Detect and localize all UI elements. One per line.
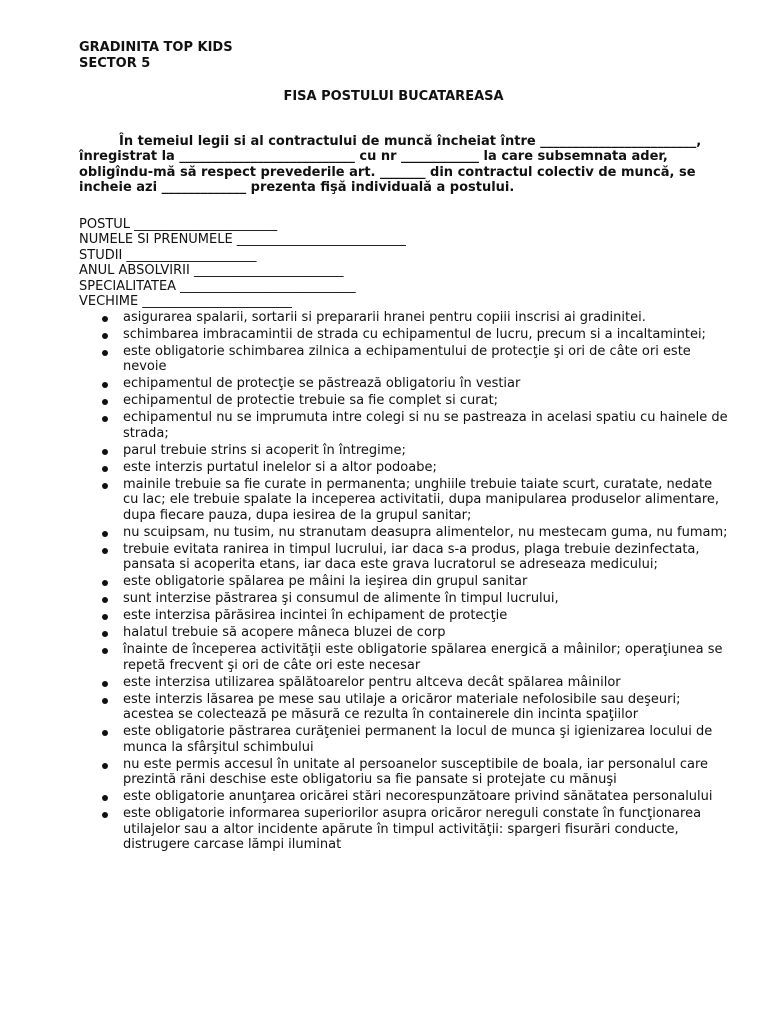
bullet-icon <box>102 416 108 422</box>
list-item <box>123 542 728 573</box>
list-item <box>123 642 728 673</box>
bullet-icon <box>102 531 108 537</box>
bullet-icon <box>102 483 108 489</box>
list-item-text: este obligatorie schimbarea zilnica a echipamentului de protecţie şi ori de câte ori este nevoie <box>123 343 691 374</box>
bullet-icon <box>102 350 108 356</box>
list-item-text: asigurarea spalarii, sortarii si prepararii hranei pentru copiii inscrisi ai gradinitei. <box>123 309 646 325</box>
list-item <box>123 625 728 641</box>
field-specialitatea: SPECIALITATEA ___________________________ <box>79 278 356 294</box>
list-item-text: este interzis lăsarea pe mese sau utilaje a oricăror materiale nefolosibile sau deşeuri; acestea se colectează pe măsură ce rezulta în containerele din incinta spaţiilor <box>123 691 681 722</box>
list-item <box>123 675 728 691</box>
bullet-icon <box>102 548 108 554</box>
bullet-icon <box>102 614 108 620</box>
bullet-icon <box>102 795 108 801</box>
list-item <box>123 806 728 853</box>
list-item <box>123 376 728 392</box>
list-item-text: este obligatorie informarea superiorilor asupra oricăror nereguli constate în funcţionarea utilajelor sau a altor incidente apărute în timpul activităţii: spargeri fisurări conducte, distrugere carcase lămpi iluminat <box>123 806 702 852</box>
list-item-text: parul trebuie strins si acoperit în întregime; <box>123 442 406 458</box>
bullet-icon <box>102 597 108 603</box>
list-item <box>123 393 728 409</box>
list-item-text: nu scuipsam, nu tusim, nu stranutam deasupra alimentelor, nu mestecam guma, nu fumam; <box>123 524 728 540</box>
bullet-icon <box>102 763 108 769</box>
bullet-icon <box>102 698 108 704</box>
list-item-text: echipamentul nu se imprumuta intre colegi si nu se pastreaza in acelasi spatiu cu hainele de strada; <box>123 410 728 441</box>
organization-sector: SECTOR 5 <box>79 55 151 71</box>
header-block <box>79 40 728 71</box>
list-item-text: înainte de începerea activităţii este obligatorie spălarea energică a mâinilor; operaţiunea se repetă frecvent şi ori de câte ori este necesar <box>123 642 723 673</box>
list-item-text: nu este permis accesul în unitate al persoanelor susceptibile de boala, iar personalul care prezintă răni deschise este obligatoriu sa fie pansate si protejate cu mănuşi <box>123 756 709 787</box>
list-item <box>123 789 728 805</box>
list-item <box>123 724 728 755</box>
document-title: FISA POSTULUI BUCATAREASA <box>283 89 504 104</box>
list-item-text: este obligatorie păstrarea curăţeniei permanent la locul de munca şi igienizarea locului de munca la sfârşitul schimbului <box>123 724 713 755</box>
bullet-icon <box>102 399 108 405</box>
list-item <box>123 692 728 723</box>
list-item <box>123 460 728 476</box>
list-item-text: este interzisa părăsirea incintei în echipament de protecţie <box>123 608 508 623</box>
bullet-icon <box>102 333 108 339</box>
organization-name: GRADINITA TOP KIDS <box>79 40 233 55</box>
duties-list <box>79 310 728 853</box>
list-item <box>123 757 728 788</box>
bullet-icon <box>102 812 108 818</box>
list-item <box>123 525 728 541</box>
list-item <box>123 344 728 375</box>
field-studii: STUDII ____________________ <box>79 247 257 263</box>
list-item-text: halatul trebuie să acopere mâneca bluzei de corp <box>123 625 446 640</box>
list-item <box>123 327 728 343</box>
bullet-icon <box>102 316 108 322</box>
list-item <box>123 410 728 441</box>
list-item-text: este obligatorie spălarea pe mâini la ieşirea din grupul sanitar <box>123 574 528 589</box>
bullet-icon <box>102 449 108 455</box>
bullet-icon <box>102 631 108 637</box>
list-item-text: este interzis purtatul inelelor si a altor podoabe; <box>123 459 437 475</box>
list-item-text: sunt interzise păstrarea şi consumul de alimente în timpul lucrului, <box>123 591 559 606</box>
list-item-text: este obligatorie anunţarea oricărei stări necorespunzătoare privind sănătatea personalului <box>123 789 713 804</box>
bullet-icon <box>102 681 108 687</box>
employee-fields <box>79 217 728 310</box>
list-item <box>123 608 728 624</box>
list-item-text: trebuie evitata ranirea in timpul lucrului, iar daca s-a produs, plaga trebuie dezinfectata, pansata si acoperita etans, iar daca este grava lucratorul se adreseaza medicului; <box>123 541 700 572</box>
list-item-text: echipamentul de protecţie se păstrează obligatoriu în vestiar <box>123 376 521 391</box>
field-vechime: VECHIME _______________________ <box>79 294 292 309</box>
field-postul: POSTUL ______________________ <box>79 216 278 232</box>
list-item <box>123 477 728 524</box>
list-item-text: este interzisa utilizarea spălătoarelor pentru altceva decât spălarea mâinilor <box>123 674 621 690</box>
bullet-icon <box>102 382 108 388</box>
field-nume-prenume: NUMELE SI PRENUMELE __________________________ <box>79 232 406 247</box>
bullet-icon <box>102 730 108 736</box>
list-item-text: mainile trebuie sa fie curate in permanenta; unghiile trebuie taiate scurt, curatate, nedate cu lac; ele trebuie spalate la inceperea activitatii, dupa manipularea produselor alimentare, dupa fiecare pauza, dupa iesirea de la grupul sanitar; <box>123 476 720 523</box>
list-item-text: schimbarea imbracamintii de strada cu echipamentul de lucru, precum si a incaltamintei; <box>123 326 706 342</box>
bullet-icon <box>102 466 108 472</box>
bullet-icon <box>102 580 108 586</box>
list-item <box>123 574 728 590</box>
intro-paragraph: În temeiul legii si al contractului de muncă încheiat între ________________________, înregistrat la ___________________________ cu nr ____________ la care subsemnata ader, obligîndu-mă să respect prevederile art. _______ din contractul colectiv de muncă, se incheie azi _____________ prezenta fişă individuală a postului. <box>79 133 702 195</box>
bullet-icon <box>102 648 108 654</box>
list-item <box>123 443 728 459</box>
list-item-text: echipamentul de protectie trebuie sa fie complet si curat; <box>123 393 499 408</box>
field-anul-absolvirii: ANUL ABSOLVIRII _______________________ <box>79 263 344 278</box>
list-item <box>123 591 728 607</box>
list-item <box>123 310 728 326</box>
